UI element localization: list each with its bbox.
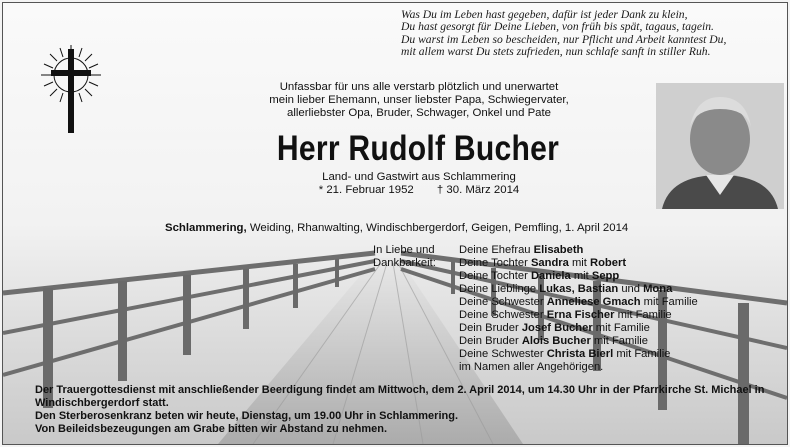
- cross-sun-icon: [23, 39, 119, 135]
- thanks-label: [373, 244, 436, 270]
- poem: [401, 9, 781, 59]
- thanks-line: In Liebe und: [373, 244, 435, 256]
- poem-line: mit allem warst Du stets zufrieden, nun schlafe sanft in stiller Ruh.: [401, 45, 711, 59]
- life-dates: [249, 184, 589, 197]
- poem-line: Du warst im Leben so bescheiden, nur Pflicht und Arbeit kanntest Du,: [401, 32, 727, 46]
- place-town: Schlammering,: [165, 222, 247, 234]
- mourner-line: Dein Bruder Josef Bucher mit Familie: [459, 322, 650, 335]
- poem-line: Du hast gesorgt für Deine Lieben, von früh bis spät, tagaus, tagein.: [401, 20, 714, 34]
- thanks-line: Dankbarkeit:: [373, 257, 436, 269]
- portrait-photo: [656, 83, 784, 209]
- service-notices: [35, 384, 775, 436]
- mourner-line: Deine Schwester Anneliese Gmach mit Familie: [459, 296, 698, 309]
- mourner-line: Deine Schwester Erna Fischer mit Familie: [459, 309, 672, 322]
- place-and-date: [165, 222, 628, 235]
- occupation: Land- und Gastwirt aus Schlammering: [322, 171, 516, 183]
- birth-date: * 21. Februar 1952: [318, 184, 414, 196]
- notice-line: Windischbergerdorf statt.: [35, 397, 169, 409]
- notice-line: Der Trauergottesdienst mit anschließender Beerdigung findet am Mittwoch, dem 2. April 2014, um 14.30 Uhr in der Pfarrkirche St. Michael in: [35, 384, 765, 396]
- deceased-name: Herr Rudolf Bucher: [276, 129, 560, 168]
- notice-line: Den Sterberosenkranz beten wir heute, Dienstag, um 19.00 Uhr in Schlammering.: [35, 410, 459, 422]
- place-rest: Weiding, Rhanwalting, Windischbergerdorf, Geigen, Pemfling, 1. April 2014: [246, 222, 629, 234]
- intro-line: allerliebster Opa, Bruder, Schwager, Onkel und Pate: [286, 107, 552, 119]
- poem-line: Was Du im Leben hast gegeben, dafür ist jeder Dank zu klein,: [401, 8, 688, 21]
- intro-text: [249, 81, 589, 120]
- notice-line: Von Beileidsbezeugungen am Grabe bitten wir Abstand zu nehmen.: [35, 423, 388, 435]
- mourner-line: Dein Bruder Alois Bucher mit Familie: [459, 335, 649, 348]
- mourners-list: [459, 244, 698, 374]
- mourner-line: Deine Tochter Sandra mit Robert: [459, 257, 627, 270]
- mourner-line: Deine Tochter Daniela mit Sepp: [459, 270, 620, 283]
- mourner-line: Deine Schwester Christa Bierl mit Familie: [459, 348, 671, 361]
- mourner-line: im Namen aller Angehörigen.: [459, 361, 604, 374]
- mourner-line: Deine Lieblinge Lukas, Bastian und Mona: [459, 283, 673, 296]
- mourner-line: Deine Ehefrau Elisabeth: [459, 244, 584, 256]
- intro-line: Unfassbar für uns alle verstarb plötzlich und unerwartet: [279, 81, 559, 93]
- death-date: † 30. März 2014: [436, 184, 520, 196]
- obituary-card: [2, 2, 788, 445]
- intro-line: mein lieber Ehemann, unser liebster Papa, Schwiegervater,: [269, 94, 569, 106]
